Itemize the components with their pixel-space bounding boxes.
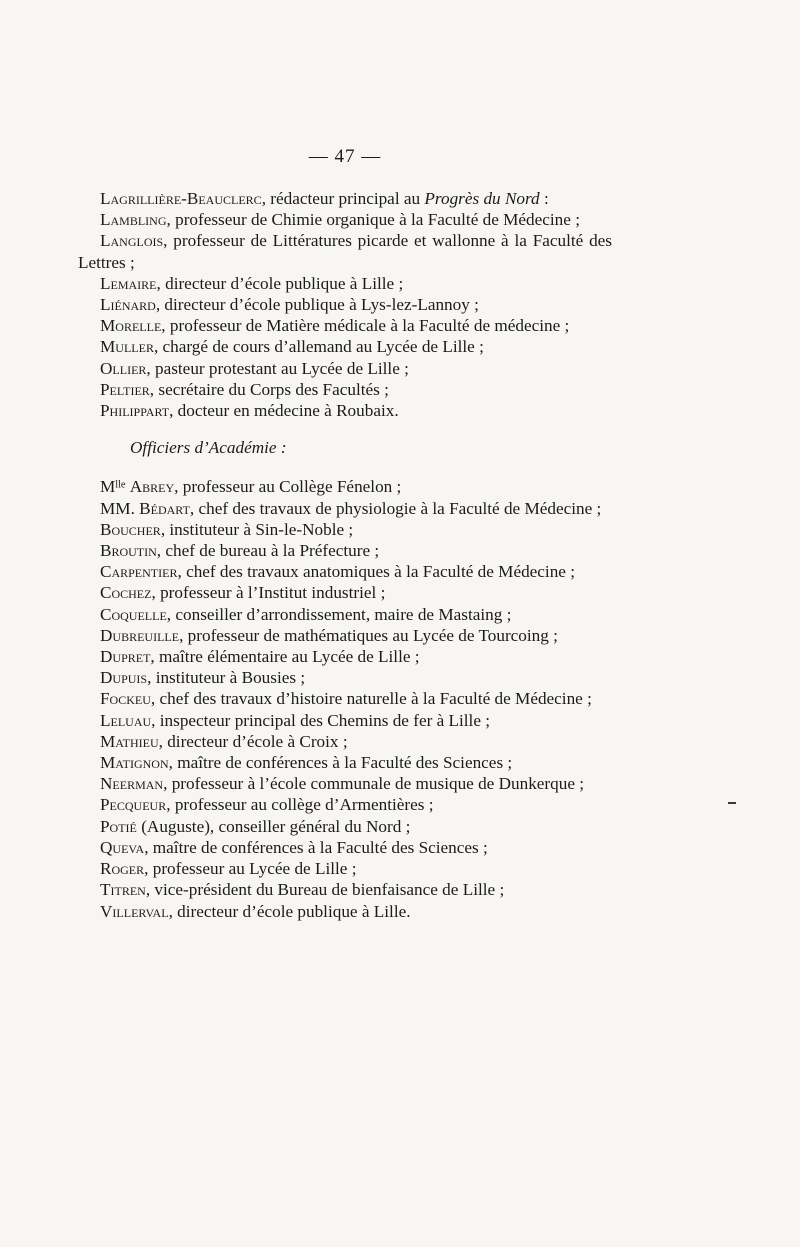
list-entry [78, 230, 612, 272]
entry-name: Langlois [100, 231, 164, 251]
list-entry [78, 582, 612, 603]
entry-name: Dupuis [100, 668, 148, 688]
entry-description: , professeur au Lycée de Lille ; [144, 859, 357, 879]
margin-mark [728, 802, 736, 804]
entry-name: Peltier [100, 379, 150, 399]
entry-description: , vice-président du Bureau de bienfaisance de Lille ; [145, 880, 505, 900]
list-entry [78, 816, 612, 837]
entry-name: Coquelle [100, 604, 167, 624]
entry-prefix: Mˡˡᵉ [100, 477, 130, 497]
list-entry [78, 604, 612, 625]
entry-description: , professeur au Collège Fénelon ; [174, 477, 402, 497]
entry-description: , chef de bureau à la Préfecture ; [156, 541, 380, 561]
entry-name: Matignon [100, 753, 169, 773]
list-entry [78, 794, 612, 815]
entry-description: , directeur d’école publique à Lys-lez-Lannoy ; [155, 295, 479, 315]
list-entry [78, 710, 612, 731]
entry-description: , professeur de mathématiques au Lycée de Tourcoing ; [179, 625, 558, 645]
entry-description: , professeur à l’école communale de musique de Dunkerque ; [163, 774, 585, 794]
entry-description: , directeur d’école publique à Lille ; [156, 273, 404, 293]
section-heading: Officiers d’Académie : [130, 438, 287, 458]
list-entry [78, 901, 612, 922]
entry-description: , professeur de Matière médicale à la Faculté de médecine ; [161, 316, 570, 336]
entry-prefix: MM. [100, 498, 140, 518]
entry-name: Ollier [100, 358, 147, 378]
list-entry [78, 773, 612, 794]
entry-description: , conseiller d’arrondissement, maire de Mastaing ; [166, 604, 512, 624]
entry-italic: Progrès du Nord [424, 189, 540, 208]
page-text [78, 188, 612, 922]
entry-name: Titren [100, 880, 146, 900]
entry-description: , professeur de Chimie organique à la Faculté de Médecine ; [166, 210, 580, 230]
entry-name: Neerman [100, 774, 164, 794]
list-entry [78, 625, 612, 646]
page-number: — 47 — [308, 146, 382, 167]
list-entry [78, 273, 612, 294]
list-entry [78, 561, 612, 582]
entry-name: Abrey [129, 477, 175, 497]
list-entry [78, 858, 612, 879]
entry-description: , inspecteur principal des Chemins de fer à Lille ; [151, 710, 491, 730]
list-entry [78, 837, 612, 858]
entry-description: , instituteur à Bousies ; [147, 668, 306, 688]
entry-name: Pecqueur [100, 795, 167, 815]
entry-description: , docteur en médecine à Roubaix. [169, 401, 399, 421]
officiers-list [78, 476, 612, 921]
entry-description: , instituteur à Sin-le-Noble ; [160, 519, 354, 539]
list-entry [78, 294, 612, 315]
entry-name: Lagrillière-Beauclerc [100, 189, 262, 208]
entry-name: Liénard [100, 295, 156, 315]
honorees-list [78, 188, 612, 421]
entry-name: Philippart [100, 401, 170, 421]
list-entry [78, 752, 612, 773]
entry-name: Queva [100, 837, 145, 857]
list-entry [78, 400, 612, 421]
entry-end: : [539, 189, 549, 208]
entry-name: Carpentier [100, 562, 178, 582]
entry-name: Dupret [100, 647, 151, 667]
entry-description: , chef des travaux de physiologie à la Faculté de Médecine ; [189, 498, 602, 518]
list-entry [78, 336, 612, 357]
entry-name: Lemaire [100, 273, 157, 293]
entry-description: , chef des travaux d’histoire naturelle à la Faculté de Médecine ; [150, 689, 592, 709]
entry-name: Morelle [100, 316, 162, 336]
list-entry [78, 209, 612, 230]
entry-name: Dubreuille [100, 625, 180, 645]
entry-name: Villerval [100, 901, 169, 921]
list-entry [78, 358, 612, 379]
entry-description: , maître élémentaire au Lycée de Lille ; [150, 647, 420, 667]
entry-description: , directeur d’école publique à Lille. [168, 901, 411, 921]
entry-name: Potié [100, 816, 137, 836]
entry-name: Mathieu [100, 731, 159, 751]
list-entry [78, 667, 612, 688]
entry-name: Boucher [100, 519, 161, 539]
entry-name: Muller [100, 337, 154, 357]
list-entry [78, 879, 612, 900]
entry-description: , professeur au collège d’Armentières ; [166, 795, 434, 815]
entry-description: , maître de conférences à la Faculté des Sciences ; [144, 837, 488, 857]
entry-description: , professeur à l’Institut industriel ; [151, 583, 386, 603]
entry-description: , rédacteur principal au [261, 189, 425, 208]
list-entry [78, 519, 612, 540]
entry-name: Leluau [100, 710, 152, 730]
entry-description: , chef des travaux anatomiques à la Faculté de Médecine ; [177, 562, 576, 582]
list-entry [78, 379, 612, 400]
entry-description: , maître de conférences à la Faculté des Sciences ; [168, 753, 513, 773]
list-entry [78, 646, 612, 667]
entry-name: Lambling [100, 210, 167, 230]
list-entry [78, 315, 612, 336]
list-entry [78, 540, 612, 561]
entry-name: Fockeu [100, 689, 151, 709]
entry-description: , chargé de cours d’allemand au Lycée de Lille ; [153, 337, 484, 357]
list-entry [78, 188, 612, 209]
list-entry [78, 688, 612, 709]
list-entry [78, 498, 612, 519]
entry-name: Bédart [139, 498, 190, 518]
entry-description: (Auguste), conseiller général du Nord ; [136, 816, 411, 836]
entry-name: Broutin [100, 541, 157, 561]
entry-description: , directeur d’école à Croix ; [158, 731, 348, 751]
entry-description: , pasteur protestant au Lycée de Lille ; [146, 358, 409, 378]
entry-description: , secrétaire du Corps des Facultés ; [149, 379, 389, 399]
entry-name: Roger [100, 859, 145, 879]
list-entry [78, 731, 612, 752]
entry-description: , professeur de Littératures picarde et wallonne à la Faculté des Lettres ; [78, 231, 612, 272]
entry-name: Cochez [100, 583, 152, 603]
list-entry [78, 476, 612, 497]
